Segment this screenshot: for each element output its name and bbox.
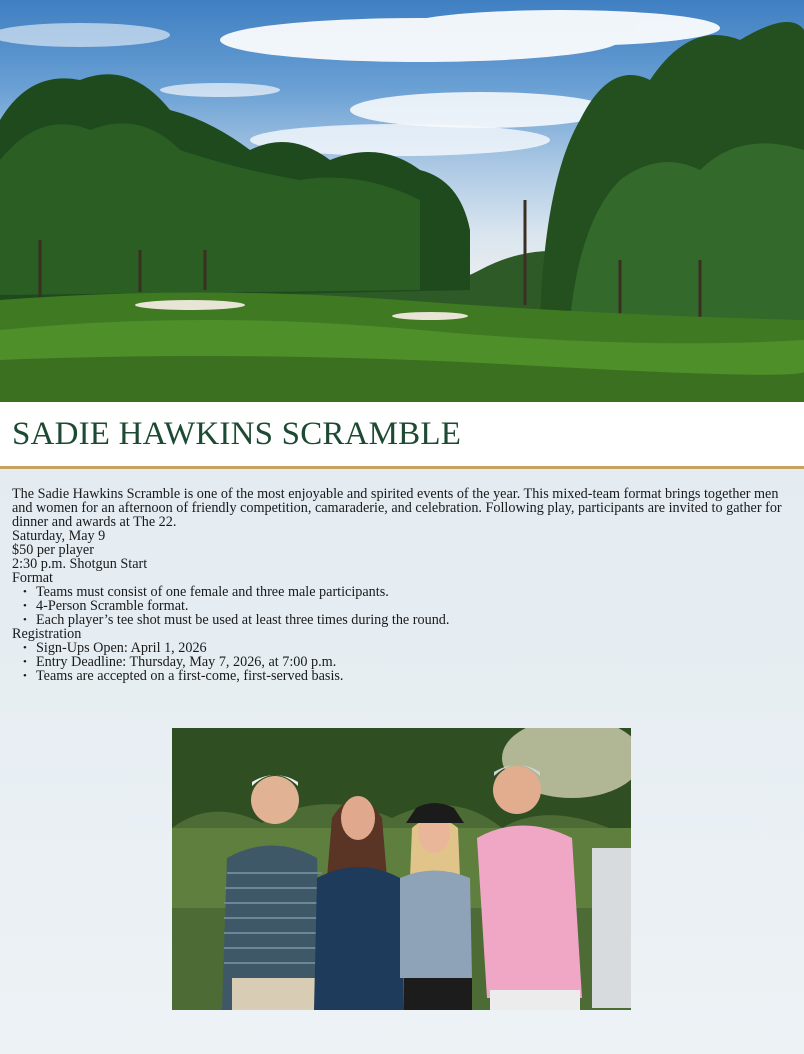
format-list — [12, 585, 782, 627]
hero-golf-course-image — [0, 0, 804, 402]
event-start-time: 2:30 p.m. Shotgun Start — [12, 556, 148, 572]
event-date: Saturday, May 9 — [12, 528, 106, 544]
intro-paragraph: The Sadie Hawkins Scramble is one of the most enjoyable and spirited events of the year. This mixed-team format brings together men and women for an afternoon of friendly competition, camaraderie, and celebration. Following play, participants are invited to gather for dinner and awards at The 22. — [12, 486, 782, 530]
title-band — [0, 402, 804, 466]
event-price: $50 per player — [12, 542, 94, 558]
list-item: • Teams must consist of one female and three male participants. — [36, 585, 782, 599]
group-photo-image — [172, 728, 631, 1010]
registration-heading: Registration — [12, 626, 82, 642]
format-heading: Format — [12, 570, 53, 586]
registration-list — [12, 641, 782, 683]
list-item: • Sign-Ups Open: April 1, 2026 — [36, 641, 782, 655]
gold-divider — [0, 466, 804, 469]
page-title: SADIE HAWKINS SCRAMBLE — [12, 416, 462, 452]
event-description — [12, 487, 782, 683]
list-item: • Each player’s tee shot must be used at least three times during the round. — [36, 613, 782, 627]
list-item: • Teams are accepted on a first-come, first-served basis. — [36, 669, 782, 683]
list-item: • Entry Deadline: Thursday, May 7, 2026, at 7:00 p.m. — [36, 655, 782, 669]
list-item: • 4-Person Scramble format. — [36, 599, 782, 613]
